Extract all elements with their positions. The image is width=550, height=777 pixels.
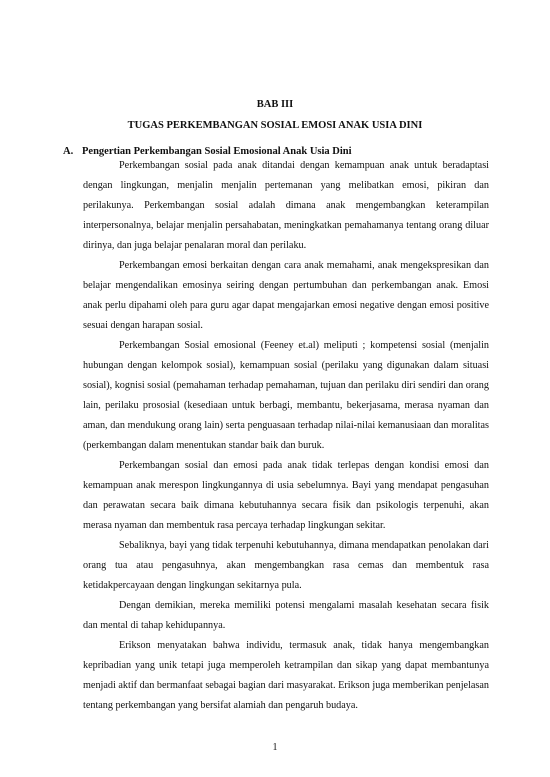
paragraph: Perkembangan sosial dan emosi pada anak tidak terlepas dengan kondisi emosi dan kemampuan anak merespon lingkungannya di usia sebelumnya. Bayi yang mendapat pengasuhan dan perawatan secara baik dimana kebutuhannya secara fisik dan psikologis terpenuhi, akan merasa nyaman dan membentuk rasa percaya terhadap lingkungan sekitar. xyxy=(83,460,489,531)
section-letter: A. xyxy=(63,146,74,157)
page-number: 1 xyxy=(272,742,278,753)
body-text xyxy=(83,156,489,716)
paragraph: Perkembangan Sosial emosional (Feeney et.al) meliputi ; kompetensi sosial (menjalin hubungan dengan kelompok sosial), kemampuan sosial (perilaku yang digunakan dalam situasi sosial), kognisi sosial (pemahaman terhadap pemahaman, tujuan dan perilaku diri sendiri dan orang lain, perilaku prososial (kesediaan untuk berbagi, membantu, bekerjasama, merasa nyaman dan aman, dan mendukung orang lain) serta penguasaan terhadap nilai-nilai kemanusiaan dan moralitas (perkembangan dalam menentukan standar baik dan buruk. xyxy=(83,340,489,451)
paragraph: Perkembangan sosial pada anak ditandai dengan kemampuan anak untuk beradaptasi dengan lingkungan, menjalin menjalin pertemanan yang melibatkan emosi, pikiran dan perilakunya. Perkembangan sosial adalah dimana anak mengembangkan keterampilan interpersonalnya, belajar menjalin persahabatan, meningkatkan pemahamanya tentang orang diluar dirinya, dan juga belajar penalaran moral dan perilaku. xyxy=(83,160,489,251)
paragraph: Sebaliknya, bayi yang tidak terpenuhi kebutuhannya, dimana mendapatkan penolakan dari orang tua atau pengasuhnya, akan mengembangkan rasa cemas dan membentuk rasa ketidakpercayaan dengan lingkungan sekitarnya pula. xyxy=(83,540,489,591)
paragraph: Dengan demikian, mereka memiliki potensi mengalami masalah kesehatan secara fisik dan mental di tahap kehidupannya. xyxy=(83,600,489,631)
chapter-title: TUGAS PERKEMBANGAN SOSIAL EMOSI ANAK USIA DINI xyxy=(127,120,423,131)
paragraph: Erikson menyatakan bahwa individu, termasuk anak, tidak hanya mengembangkan kepribadian yang unik tetapi juga memperoleh ketrampilan dan sikap yang dapat membantunya menjadi aktif dan bermanfaat sebagai bagian dari masyarakat. Erikson juga memberikan penjelasan tentang perkembangan yang bersifat alamiah dan pengaruh budaya. xyxy=(83,640,489,711)
chapter-heading: BAB III xyxy=(256,99,294,110)
section-heading-text: Pengertian Perkembangan Sosial Emosional Anak Usia Dini xyxy=(82,146,352,157)
paragraph: Perkembangan emosi berkaitan dengan cara anak memahami, anak mengekspresikan dan belajar mengendalikan emosinya seiring dengan pertumbuhan dan perkembangan anak. Emosi anak perlu dipahami oleh para guru agar dapat mengajarkan emosi negative dengan emosi positive sesuai dengan harapan sosial. xyxy=(83,260,489,331)
